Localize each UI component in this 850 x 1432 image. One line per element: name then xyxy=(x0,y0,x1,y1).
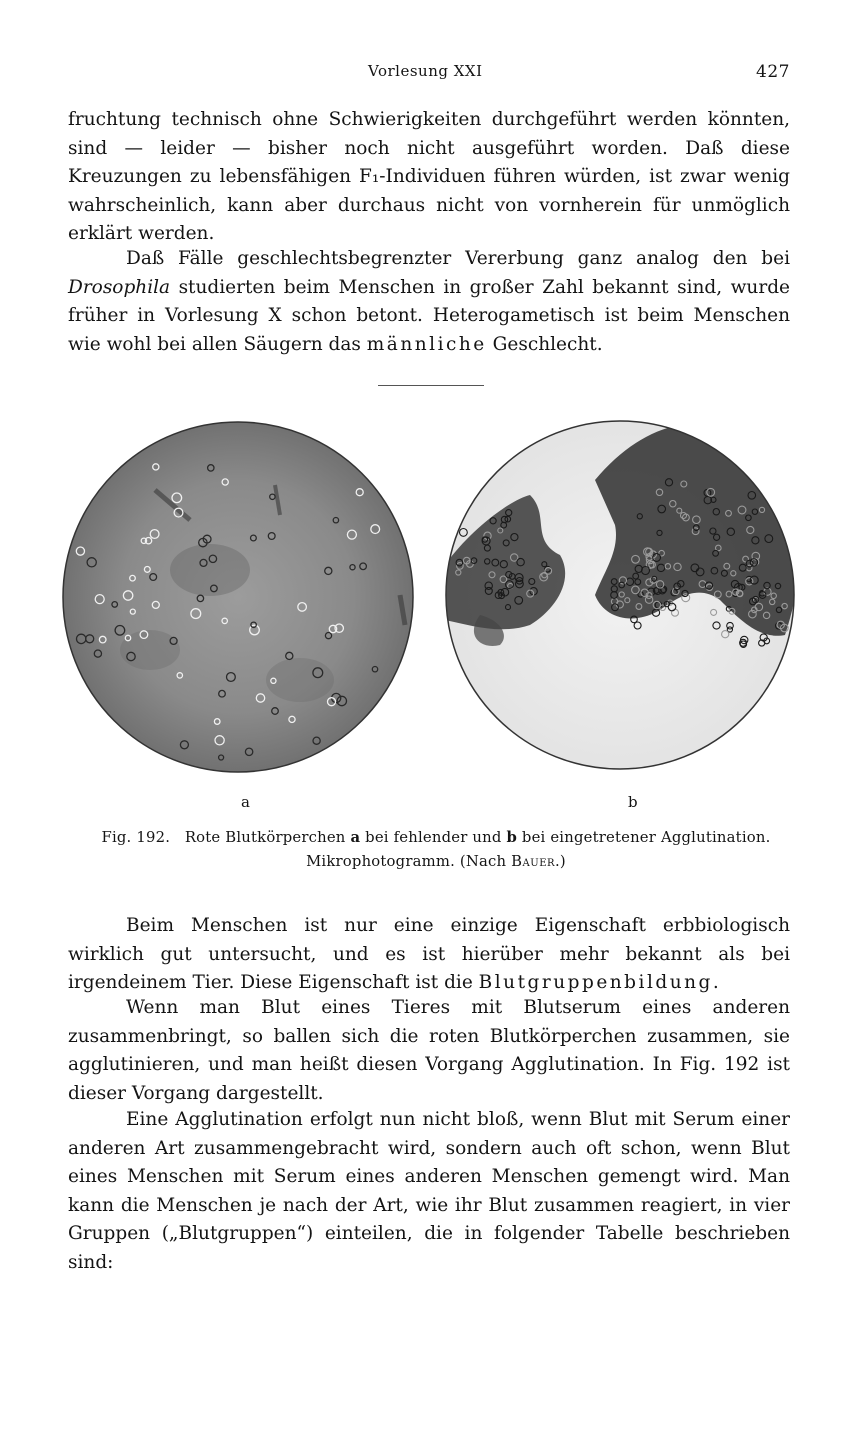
figure-192 xyxy=(60,420,805,780)
maennliche-spaced: männliche xyxy=(366,333,487,355)
micrograph-b-clumps xyxy=(445,425,799,647)
paragraph-1-text: fruchtung technisch ohne Schwierigkeiten durchgeführt werden könnten, sind — leider — bisher noch nicht ausgeführt worden. Daß diese Kreuzungen zu lebensfähigen F₁-Individuen führen würden, ist zwar wenig wahrscheinlich, kann aber durchaus nicht von vornherein für unmöglich erklärt werden. xyxy=(68,109,790,245)
caption-line-2-text: Mikrophotogramm. (Nach xyxy=(306,853,507,870)
running-title: Vorlesung XXI xyxy=(368,62,483,80)
caption-bold-a: a xyxy=(350,829,361,846)
paragraph-3-text: Beim Menschen ist nur eine einzige Eigenschaft erbbiologisch wirklich gut untersucht, und es ist hierüber mehr bekannt als bei irgendeinem Tier. Diese Eigenschaft ist die xyxy=(68,915,790,994)
caption-part-2: bei fehlender und xyxy=(365,829,502,846)
caption-line-1 xyxy=(75,826,797,850)
paragraph-3-end: . xyxy=(712,972,719,994)
drosophila-term: Drosophila xyxy=(68,276,171,298)
caption-part-1: Rote Blutkörperchen xyxy=(184,829,346,846)
page-header xyxy=(68,62,790,86)
caption-author: Bauer xyxy=(511,853,556,870)
blutgruppenbildung-spaced: Blutgruppenbildung xyxy=(478,972,713,994)
figure-caption xyxy=(75,826,797,874)
micrograph-b xyxy=(445,421,799,769)
caption-close: .) xyxy=(555,853,566,870)
caption-part-3: bei eingetretener Agglutination. xyxy=(521,829,771,846)
paragraph-2-end: Geschlecht. xyxy=(492,333,603,355)
paragraph-2-start: Daß Fälle geschlechtsbegrenzter Vererbung ganz analog den bei xyxy=(126,248,790,269)
figure-label-a: a xyxy=(241,793,250,811)
paragraph-2-middle: studierten beim Menschen in großer Zahl bekannt sind, wurde früher in Vorlesung X schon betont. Heterogametisch ist beim Menschen wie wohl bei allen Säugern das xyxy=(68,276,790,355)
section-divider xyxy=(378,385,484,386)
paragraph-4-text: Wenn man Blut eines Tieres mit Blutserum eines anderen zusammenbringt, so ballen sich die roten Blutkörperchen zusammen, sie agglutinieren, und man heißt diesen Vorgang Agglutination. In Fig. 192 ist dieser Vorgang dargestellt. xyxy=(68,997,790,1104)
figure-label-b: b xyxy=(628,793,638,811)
caption-line-2 xyxy=(75,850,797,874)
caption-prefix: Fig. 192. xyxy=(101,829,171,846)
micrograph-a xyxy=(63,422,413,772)
paragraph-5-text: Eine Agglutination erfolgt nun nicht bloß, wenn Blut mit Serum einer anderen Art zusammengebracht wird, sondern auch oft schon, wenn Blut eines Menschen mit Serum eines anderen Menschen gemengt wird. Man kann die Menschen je nach der Art, wie ihr Blut zusammen reagiert, in vier Gruppen („Blutgruppen“) einteilen, die in folgender Tabelle beschrieben sind: xyxy=(68,1109,790,1273)
caption-bold-b: b xyxy=(506,829,517,846)
page-number: 427 xyxy=(756,62,790,82)
paragraph-1 xyxy=(68,106,790,249)
paragraph-3 xyxy=(68,912,790,998)
paragraph-4 xyxy=(68,994,790,1108)
paragraph-2 xyxy=(68,245,790,359)
micrograph-figure xyxy=(60,420,805,780)
paragraph-5 xyxy=(68,1106,790,1278)
